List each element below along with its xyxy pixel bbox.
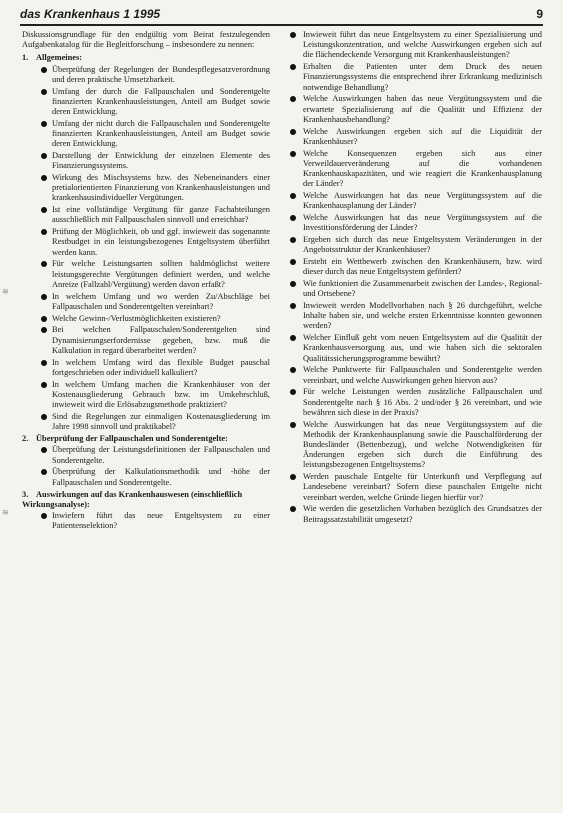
left-column [22, 30, 270, 533]
list-item [22, 227, 270, 258]
list-item-text: Für welche Leistungsarten sollten baldmöglichst weitere leistungsgerechte Vergütungen definiert werden, und welche Anreize (Fallzahl/Vergütung) werden davon erfaßt? [52, 259, 270, 289]
list-item-text: Inwiefern führt das neue Entgeltsystem zu einer Patientenselektion? [52, 511, 270, 531]
list-item-text: In welchem Umfang und wo werden Zu/Abschläge bei Fallpauschalen und Sonderentgelten vereinbart? [52, 291, 270, 311]
list-item [290, 94, 542, 125]
list-item-text: Prüfung der Möglichkeit, ob und ggf. inwieweit das sogenannte Restbudget in ein leistungsbezogenes Entgeltsystem überführt werden kann. [52, 227, 270, 257]
bullet-list [22, 65, 270, 433]
list-item [290, 420, 542, 471]
bullet-icon [290, 151, 296, 157]
bullet-list [22, 511, 270, 531]
bullet-list [290, 30, 542, 525]
list-item-text: Darstellung der Entwicklung der einzelnen Elemente des Finanzierungssystems. [52, 151, 270, 171]
list-item-text: Umfang der durch die Fallpauschalen und Sonderentgelte finanzierten Krankenhausleistungen, Anteil am Budget sowie deren Entwicklung. [52, 86, 270, 117]
list-item [290, 365, 542, 385]
list-item [22, 259, 270, 290]
bullet-icon [41, 382, 47, 388]
bullet-icon [41, 121, 47, 127]
list-item [290, 387, 542, 418]
list-item-text: Umfang der nicht durch die Fallpauschalen und Sonderentgelte finanzierten Krankenhausleistungen, Anteil am Budget sowie deren Entwicklung. [52, 118, 270, 149]
list-item [22, 173, 270, 204]
list-item-text: In welchem Umfang machen die Krankenhäuser von der Kostenausgliederung Gebrauch bzw. im Umkehrschluß, inwieweit wird die Erlösabzugsmethode praktiziert? [52, 379, 270, 410]
bullet-icon [41, 513, 47, 519]
bullet-icon [290, 259, 296, 265]
bullet-list [22, 445, 270, 487]
list-item [22, 314, 270, 324]
bullet-icon [290, 281, 296, 287]
section-heading [22, 490, 270, 510]
section-number: 1. [22, 53, 29, 63]
list-item [290, 504, 542, 524]
list-item-text: Inwieweit führt das neue Entgeltsystem zu einer Spezialisierung und Leistungskonzentration, und welche Auswirkungen ergeben sich auf die flächendeckende Versorgung mit Krankenhausleistungen? [303, 30, 542, 60]
bullet-icon [41, 316, 47, 322]
list-item-text: Bei welchen Fallpauschalen/Sonderentgelten sind Dynamisierungserfordernisse gegeben, bzw. muß die Kalkulation in regard überarbeitet werden? [52, 325, 270, 355]
section-heading [22, 434, 270, 444]
list-item [290, 127, 542, 147]
list-item [290, 333, 542, 364]
bullet-icon [290, 237, 296, 243]
list-item [22, 445, 270, 465]
list-item-text: Ergeben sich durch das neue Entgeltsystem Veränderungen in der Angebotsstruktur der Krankenhäuser? [303, 235, 542, 255]
section-heading [22, 53, 270, 63]
list-item-text: Welche Auswirkungen hat das neue Vergütungssystem auf die Methodik der Krankenhausplanung sowie die Pauschalförderung der Bundesländer (Bettenbezug), und welche Notwendigkeiten für Änderungen ergeben sich durch die Einführung des leistungsbezogenen Entgeltsystems? [303, 419, 542, 470]
list-item [290, 472, 542, 503]
bullet-icon [290, 96, 296, 102]
bullet-icon [41, 67, 47, 73]
section-title: Auswirkungen auf das Krankenhauswesen (einschließlich Wirkungsanalyse): [22, 489, 243, 510]
list-item-text: In welchem Umfang wird das flexible Budget pauschal fortgeschrieben oder individuell kalkuliert? [52, 357, 270, 377]
list-item [290, 301, 542, 332]
bullet-icon [290, 335, 296, 341]
margin-mark: ≋ [2, 287, 9, 296]
bullet-icon [41, 261, 47, 267]
list-item-text: Welche Auswirkungen hat das neue Vergütungssystem auf die Investitionsförderung der Länder? [303, 213, 542, 233]
list-item-text: Werden pauschale Entgelte für Unterkunft und Verpflegung auf Landesebene vereinbart? Sofern diese pauschalen Entgelte nicht vereinbart werden, welche Gründe liegen hierfür vor? [303, 472, 542, 502]
section-list [22, 53, 270, 531]
bullet-icon [290, 215, 296, 221]
list-item-text: Welche Auswirkungen haben das neue Vergütungssystem und die erwartete Spezialisierung auf die Qualität und Effizienz der Krankenhausbehandlung? [303, 94, 542, 124]
right-column [290, 30, 542, 526]
list-item [290, 235, 542, 255]
list-item [290, 30, 542, 61]
list-item-text: Erhalten die Patienten unter dem Druck des neuen Finanzierungssystems die entsprechend ihrer Erkrankung medizinisch notwendige Behandlung? [303, 62, 542, 92]
list-item [22, 358, 270, 378]
bullet-icon [290, 422, 296, 428]
list-item-text: Welche Gewinn-/Verlustmöglichkeiten existieren? [52, 313, 221, 323]
list-item [290, 257, 542, 277]
list-item-text: Welche Konsequenzen ergeben sich aus einer Verweildauerveränderung auf die vorhandenen Krankenhauskapazitäten, und wie reagiert die Krankenhausplanung der Länder? [303, 148, 542, 189]
margin-mark: ≋ [2, 508, 9, 517]
list-item-text: Für welche Leistungen werden zusätzliche Fallpauschalen und Sonderentgelte nach § 16 Abs. 2 und/oder § 26 vereinbart, und wie bewähren sich diese in der Praxis? [303, 387, 542, 417]
bullet-icon [41, 89, 47, 95]
list-item-text: Sind die Regelungen zur einmaligen Kostenausgliederung im Jahre 1998 sinnvoll und praktikabel? [52, 411, 270, 432]
list-item-text: Wirkung des Mischsystems bzw. des Nebeneinanders einer pretialorientierten Finanzierung von Krankenhausleistungen und krankenhausindividueller Vergütungen. [52, 173, 270, 203]
list-item-text: Welche Auswirkungen ergeben sich auf die Liquidität der Krankenhäuser? [303, 126, 542, 146]
bullet-icon [41, 175, 47, 181]
section-title: Allgemeines: [36, 53, 83, 63]
intro-paragraph: Diskussionsgrundlage für den endgültig vom Beirat festzulegenden Aufgabenkatalog für die Begleitforschung – insbesondere zu nennen: [22, 30, 270, 50]
bullet-icon [290, 129, 296, 135]
bullet-icon [41, 327, 47, 333]
list-item [22, 65, 270, 85]
list-item [290, 213, 542, 233]
list-item [22, 292, 270, 312]
list-item-text: Ersteht ein Wettbewerb zwischen den Krankenhäusern, bzw. wird dieser durch das neue Entgeltsystem gefördert? [303, 257, 542, 277]
bullet-icon [41, 229, 47, 235]
list-item [22, 87, 270, 118]
list-item-text: Welcher Einfluß geht vom neuen Entgeltsystem auf die Qualität der Krankenhausversorgung aus, und wie haben sich die sektoralen Qualitätssicherungsprogramme bewährt? [303, 333, 542, 363]
list-item [22, 205, 270, 225]
bullet-icon [290, 32, 296, 38]
bullet-icon [290, 64, 296, 70]
list-item [290, 149, 542, 190]
bullet-icon [290, 506, 296, 512]
page-number: 9 [536, 7, 543, 21]
list-item [290, 62, 542, 93]
list-item-text: Überprüfung der Regelungen der Bundespflegesatzverordnung und deren praktische Umsetzbarkeit. [52, 64, 270, 84]
bullet-icon [41, 360, 47, 366]
journal-title: das Krankenhaus 1 1995 [20, 7, 161, 21]
list-item [22, 119, 270, 150]
list-item-text: Inwieweit werden Modellvorhaben nach § 26 durchgeführt, welche Inhalte haben sie, und welche ersten Erkenntnisse konnten gewonnen werden? [303, 301, 542, 331]
list-item-text: Wie funktioniert die Zusammenarbeit zwischen der Landes-, Regional- und Ortsebene? [303, 279, 542, 299]
list-item-text: Wie werden die gesetzlichen Vorhaben bezüglich des Grundsatzes der Beitragssatzstabilität umgesetzt? [303, 504, 542, 524]
bullet-icon [41, 207, 47, 213]
list-item [290, 191, 542, 211]
bullet-icon [290, 367, 296, 373]
bullet-icon [290, 303, 296, 309]
list-item-text: Welche Auswirkungen hat das neue Vergütungssystem auf die Krankenhausplanung der Länder? [303, 191, 542, 211]
list-item [22, 467, 270, 487]
bullet-icon [290, 193, 296, 199]
list-item [22, 325, 270, 356]
bullet-icon [41, 153, 47, 159]
bullet-icon [290, 389, 296, 395]
list-item [290, 279, 542, 299]
list-item [22, 151, 270, 171]
section-number: 2. [22, 434, 29, 444]
list-item [22, 511, 270, 531]
list-item-text: Überprüfung der Leistungsdefinitionen der Fallpauschalen und Sonderentgelte. [52, 445, 270, 465]
bullet-icon [290, 474, 296, 480]
bullet-icon [41, 447, 47, 453]
list-item-text: Überprüfung der Kalkulationsmethodik und -höhe der Fallpauschalen und Sonderentgelte. [52, 467, 270, 487]
list-item-text: Welche Punktwerte für Fallpauschalen und Sonderentgelte werden vereinbart, und welche Auswirkungen gehen hiervon aus? [303, 365, 542, 385]
page-header [20, 4, 543, 26]
bullet-icon [41, 469, 47, 475]
section-title: Überprüfung der Fallpauschalen und Sonderentgelte: [36, 434, 228, 444]
bullet-icon [41, 294, 47, 300]
bullet-icon [41, 414, 47, 420]
section-number: 3. [22, 489, 29, 499]
list-item-text: Ist eine vollständige Vergütung für ganze Fachabteilungen ausschließlich mit Fallpauschalen sinnvoll und erreichbar? [52, 205, 270, 225]
list-item [22, 412, 270, 432]
list-item [22, 380, 270, 411]
